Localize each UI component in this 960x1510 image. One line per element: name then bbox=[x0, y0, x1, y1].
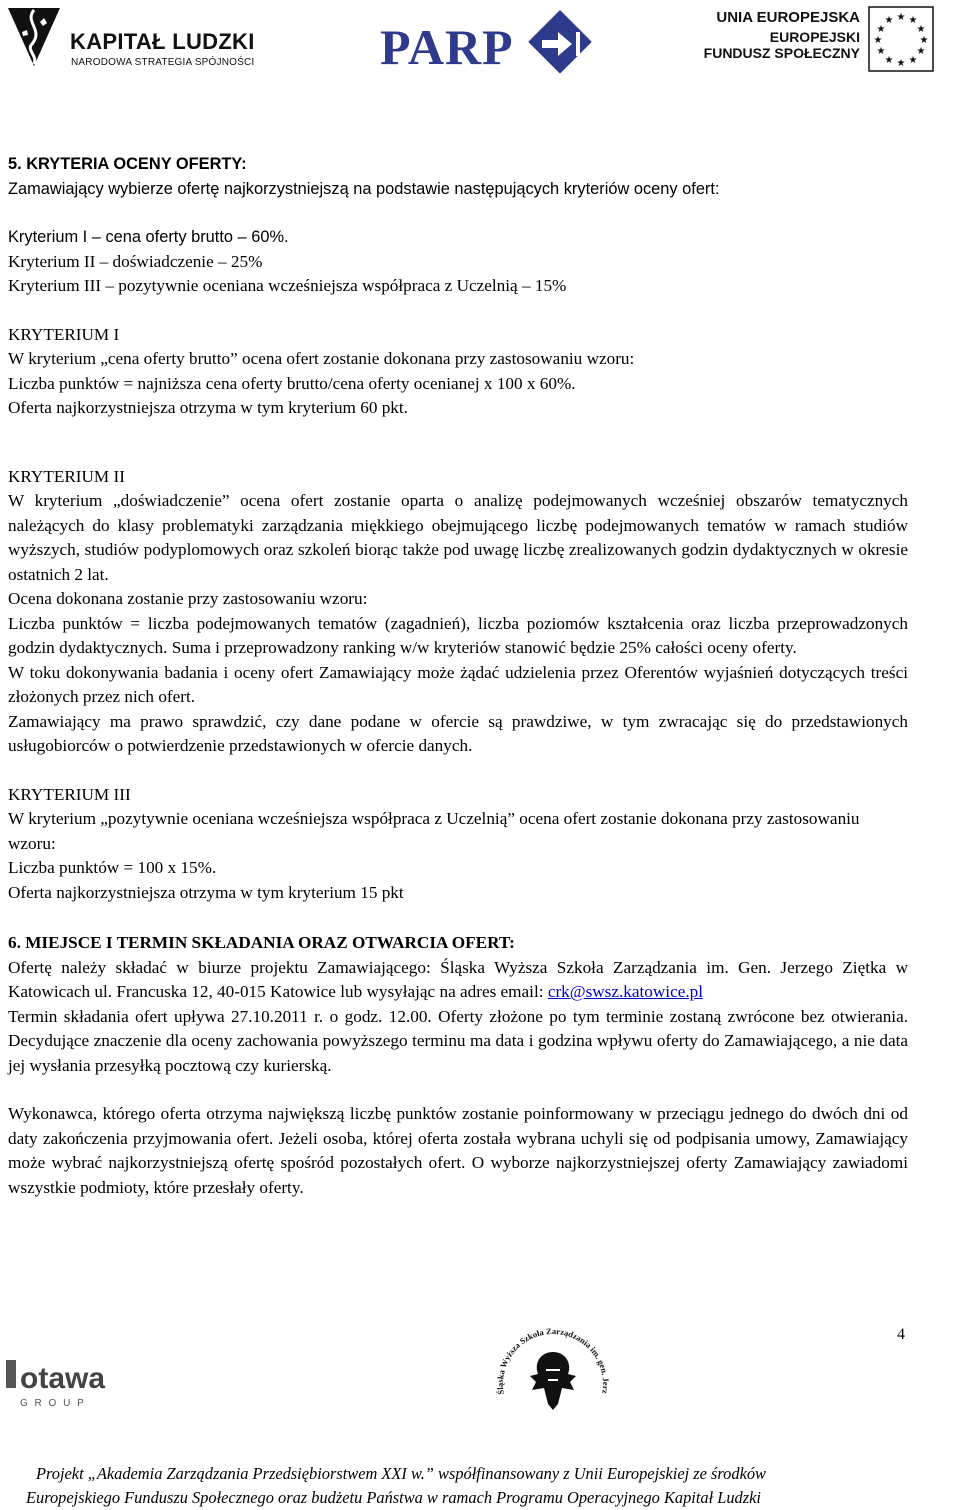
kryterium3-line2: Liczba punktów = 100 x 15%. bbox=[8, 858, 217, 877]
eu-line3: FUNDUSZ SPOŁECZNY bbox=[703, 45, 860, 61]
eu-text-block bbox=[700, 10, 860, 70]
section6-para3: Wykonawca, którego oferta otrzyma największą liczbę punktów zostanie poinformowany w przeciągu jednego do dwóch dni od daty zakończenia przyjmowania ofert. Jeżeli osoba, której oferta została wybrana uchyli się od podpisania umowy, Zamawiający może wybrać najkorzystniejszą ofertę spośród pozostałych ofert. O wyborze najkorzystniejszej oferty Zamawiający zawiadomi wszystkie podmioty, które przesłały oferty. bbox=[8, 1104, 908, 1197]
svg-text:★: ★ bbox=[916, 24, 926, 35]
page-number: 4 bbox=[897, 1326, 905, 1343]
svg-text:★: ★ bbox=[876, 24, 886, 35]
section6-para2: Termin składania ofert upływa 27.10.2011 r. o godz. 12.00. Oferty złożone po tym terminie zostaną zwrócone bez otwierania. Decydujące znaczenie dla oceny zachowania powyższego terminu ma data i godzina wpływu oferty do Zamawiającego, a nie data jej wysłania przesyłką pocztową czy kurierską. bbox=[8, 1006, 908, 1075]
document-body bbox=[8, 152, 908, 1200]
svg-text:★: ★ bbox=[884, 15, 894, 26]
footer-line1: Projekt „Akademia Zarządzania Przedsiębiorstwem XXI w.” współfinansowany z Unii Europejskiej ze środków bbox=[36, 1464, 766, 1483]
kapital-ludzki-emblem-icon bbox=[4, 4, 66, 70]
section6-heading: 6. MIEJSCE I TERMIN SKŁADANIA ORAZ OTWARCIA OFERT: bbox=[8, 933, 515, 952]
kryterium2-para4: W toku dokonywania badania i oceny ofert Zamawiający może żądać udzielenia przez Oferentów wyjaśnień dotyczących treści złożonych przez nich ofert. bbox=[8, 662, 908, 706]
kapital-ludzki-logo bbox=[4, 4, 264, 70]
svg-text:★: ★ bbox=[908, 15, 918, 26]
kryterium2-title: KRYTERIUM II bbox=[8, 466, 125, 486]
eu-flag-icon bbox=[868, 6, 934, 72]
email-link[interactable]: crk@swsz.katowice.pl bbox=[547, 982, 704, 1001]
parp-wordmark: PARP bbox=[380, 19, 514, 75]
svg-text:★: ★ bbox=[896, 12, 906, 23]
criterion-1: Kryterium I – cena oferty brutto – 60%. bbox=[8, 228, 289, 246]
svg-text:★: ★ bbox=[919, 35, 929, 46]
eu-line2: EUROPEJSKI bbox=[769, 29, 860, 45]
otawa-wordmark: otawa bbox=[20, 1362, 106, 1395]
otawa-group-text: G R O U P bbox=[20, 1398, 86, 1409]
kryterium2-para3: Liczba punktów = liczba podejmowanych tematów (zagadnień), liczba poziomów kształcenia oraz liczba przeprowadzonych godzin dydaktycznych. Suma i przeprowadzony ranking w/w kryteriów stanowić będzie 25% całości oceny oferty. bbox=[8, 613, 908, 657]
eu-line1: UNIA EUROPEJSKA bbox=[716, 9, 860, 26]
seal-text: Śląska Wyższa Szkoła Zarządzania im. gen. Jerz bbox=[494, 1326, 612, 1396]
section5-heading: 5. KRYTERIA OCENY OFERTY: bbox=[8, 155, 247, 173]
kryterium2-para1: W kryterium „doświadczenie” ocena ofert zostanie oparta o analizę podejmowanych wcześniej obszarów tematycznych należących do klasy problematyki zarządzania miękkiego obejmującego liczbę podejmowanych tematów w ramach studiów wyższych, studiów podyplomowych oraz szkoleń biorąc także pod uwagę liczbę zrealizowanych godzin dydaktycznych w okresie ostatnich 2 lat. bbox=[8, 491, 908, 584]
section6-para1 bbox=[8, 956, 908, 1005]
criterion-2: Kryterium II – doświadczenie – 25% bbox=[8, 251, 263, 271]
kryterium3-title: KRYTERIUM III bbox=[8, 784, 131, 804]
svg-text:★: ★ bbox=[896, 58, 906, 69]
footer-line2: Europejskiego Funduszu Społecznego oraz budżetu Państwa w ramach Programu Operacyjnego Kapitał Ludzki bbox=[26, 1488, 761, 1507]
kryterium1-title: KRYTERIUM I bbox=[8, 324, 120, 344]
parp-arrow-icon bbox=[528, 10, 592, 74]
otawa-group-logo bbox=[6, 1352, 126, 1422]
section5-intro: Zamawiający wybierze ofertę najkorzystniejszą na podstawie następujących kryteriów oceny ofert: bbox=[8, 179, 720, 198]
kryterium1-line3: Oferta najkorzystniejsza otrzyma w tym kryterium 60 pkt. bbox=[8, 398, 408, 417]
kryterium2-line2: Ocena dokonana zostanie przy zastosowaniu wzoru: bbox=[8, 589, 368, 608]
school-seal-logo bbox=[488, 1318, 618, 1440]
kapital-ludzki-title: KAPITAŁ LUDZKI bbox=[70, 29, 255, 54]
parp-logo bbox=[380, 4, 610, 74]
kapital-ludzki-subtitle: NARODOWA STRATEGIA SPÓJNOŚCI bbox=[71, 57, 255, 68]
criterion-3: Kryterium III – pozytywnie oceniana wcześniejsza współpraca z Uczelnią – 15% bbox=[8, 276, 567, 295]
svg-text:★: ★ bbox=[873, 35, 883, 46]
kryterium1-line1: W kryterium „cena oferty brutto” ocena ofert zostanie dokonana przy zastosowaniu wzoru: bbox=[8, 349, 635, 368]
svg-text:★: ★ bbox=[876, 46, 886, 57]
header-logos bbox=[0, 0, 960, 80]
svg-text:★: ★ bbox=[884, 55, 894, 66]
svg-text:★: ★ bbox=[916, 46, 926, 57]
kryterium3-line3: Oferta najkorzystniejsza otrzyma w tym kryterium 15 pkt bbox=[8, 882, 404, 902]
kryterium3-line1: W kryterium „pozytywnie oceniana wcześniejsza współpraca z Uczelnią” ocena ofert zostanie dokonana przy zastosowaniu wzoru: bbox=[8, 809, 860, 853]
kryterium1-line2: Liczba punktów = najniższa cena oferty brutto/cena oferty ocenianej x 100 x 60%. bbox=[8, 373, 576, 393]
section6-para1-text: Ofertę należy składać w biurze projektu Zamawiającego: Śląska Wyższa Szkoła Zarządzania im. Gen. Jerzego Ziętka w Katowicach ul. Francuska 12, 40-015 Katowice lub wysyłając na adres email: bbox=[8, 957, 908, 1001]
kryterium2-para5: Zamawiający ma prawo sprawdzić, czy dane podane w ofercie są prawdziwe, w tym zwracając się do przedstawionych usługobiorców o potwierdzenie przedstawionych w ofercie danych. bbox=[8, 711, 908, 755]
footer-project-note bbox=[0, 1462, 960, 1510]
svg-text:★: ★ bbox=[908, 55, 918, 66]
